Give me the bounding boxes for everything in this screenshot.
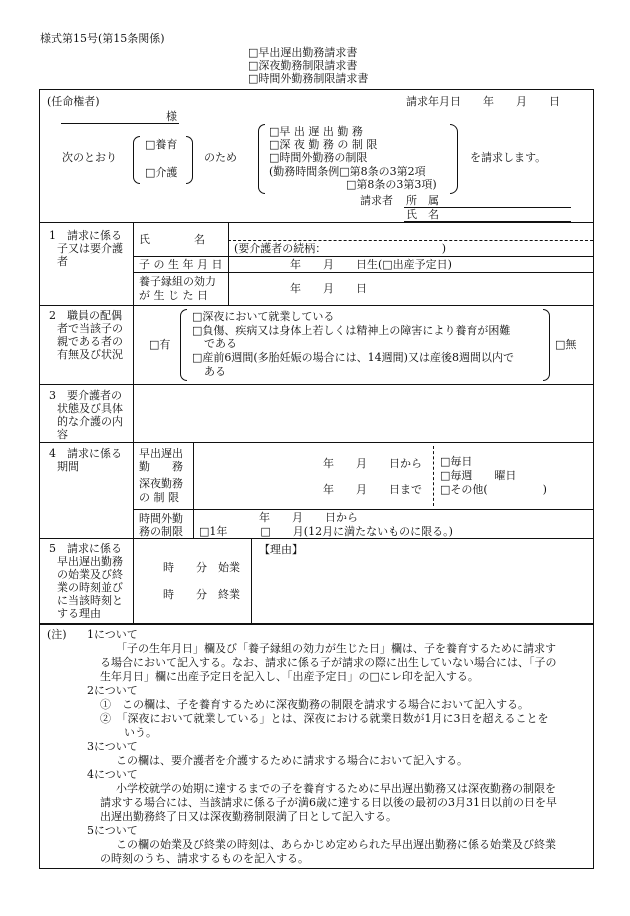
cond-birth-checkbox[interactable]: □産前6週間(多胎妊娠の場合には、14週間)又は産後8週間以内で — [192, 351, 514, 364]
cond-illness-checkbox[interactable]: □負傷、疾病又は身体上若しくは精神上の障害により養育が困難 — [192, 324, 511, 337]
freq-daily-checkbox[interactable]: □毎日 — [440, 455, 473, 468]
overtime-label-1: 時間外勤 — [139, 512, 183, 525]
overtime-from[interactable]: 年 月 日から — [259, 511, 358, 524]
note4-line: 請求する場合には、当該請求に係る子が満6歳に達する日以後の最初の3月31日以前の日を早 — [100, 796, 557, 809]
sama-label: 様 — [166, 110, 177, 123]
child-name-label: 氏 名 — [139, 233, 205, 246]
sec2-label-1: 2 職員の配偶 — [49, 309, 122, 322]
option-nursing[interactable]: □介護 — [145, 166, 178, 179]
affiliation-label: 所 属 — [406, 194, 439, 207]
night-label-1: 深夜勤務 — [139, 477, 183, 490]
note4-title: 4について — [87, 768, 138, 781]
end-time[interactable]: 時 分 終業 — [163, 588, 240, 601]
freq-other-checkbox[interactable]: □その他( ) — [440, 483, 547, 496]
form-number: 様式第15号(第15条関係) — [40, 32, 165, 45]
sec2-label-4: 有無及び状況 — [57, 348, 123, 361]
title-overtime: □時間外勤務制限請求書 — [248, 72, 369, 85]
lead-text: 次のとおり — [62, 151, 117, 164]
note4-line: 小学校就学の始期に達するまでの子を養育するために早出遅出勤務又は深夜勤務の制限を — [116, 782, 556, 795]
sec3-label-4: 容 — [57, 428, 68, 441]
note3-line: この欄は、要介護者を介護するために請求する場合において記入する。 — [116, 754, 468, 767]
early-late-label-1: 早出遅出 — [139, 447, 183, 460]
sec3-label-1: 3 要介護者の — [49, 389, 122, 402]
note2-line: ② 「深夜において就業している」とは、深夜における就業日数が1月に3日を超えることを — [100, 712, 549, 725]
name-label: 氏 名 — [406, 208, 439, 221]
option-article-3[interactable]: □第8条の3第3項) — [346, 178, 437, 191]
request-end-text: を請求します。 — [470, 151, 547, 164]
care-content-field[interactable] — [134, 385, 592, 441]
sec1-label-1: 1 請求に係る — [49, 229, 122, 242]
sec5-label-4: 業の時刻並び — [57, 581, 123, 594]
sec3-label-3: 的な介護の内 — [57, 415, 123, 428]
tame-text: のため — [204, 151, 237, 164]
spouse-no-checkbox[interactable]: □無 — [555, 338, 577, 351]
reason-label: 【理由】 — [259, 543, 303, 556]
sec5-label-2: 早出遅出勤務 — [57, 555, 123, 568]
note2-title: 2について — [87, 684, 138, 697]
sec5-label-6: する理由 — [57, 607, 101, 620]
title-early-late: □早出遅出勤務請求書 — [248, 46, 358, 59]
overtime-period[interactable]: □1年 □ 月(12月に満たないものに限る。) — [199, 525, 453, 538]
sec5-label-1: 5 請求に係る — [49, 542, 122, 555]
request-date: 請求年月日 年 月 日 — [406, 95, 560, 108]
early-late-label-2: 勤 務 — [139, 460, 183, 473]
sec5-label-3: の始業及び終 — [57, 568, 123, 581]
note5-line: の時刻のうち、請求するものを記入する。 — [100, 852, 309, 865]
adopt-label-1: 養子縁組の効力 — [139, 275, 216, 288]
adopt-label-2: が 生 じ た 日 — [139, 289, 208, 302]
note4-line: 出遅出勤務終了日又は深夜勤務制限満了日として記入する。 — [100, 810, 397, 823]
title-night: □深夜勤務制限請求書 — [248, 59, 358, 72]
start-time[interactable]: 時 分 始業 — [163, 561, 240, 574]
sec2-label-3: 親である者の — [57, 335, 123, 348]
sec4-label-1: 4 請求に係る — [49, 447, 122, 460]
period-from[interactable]: 年 月 日から — [323, 457, 422, 470]
sec5-label-5: に当該時刻と — [57, 594, 123, 607]
sec3-label-2: 状態及び具体 — [57, 402, 123, 415]
note1-line: 「子の生年月日」欄及び「養子縁組の効力が生じた日」欄は、子を養育するために請求す — [116, 642, 556, 655]
sec1-label-2: 子又は要介護 — [57, 242, 123, 255]
relation-text[interactable]: (要介護者の続柄： ) — [234, 242, 447, 255]
note1-line: る場合において記入する。なお、請求に係る子が請求の際に出生していない場合には、「子の — [100, 656, 557, 669]
option-article-2[interactable]: (勤務時間条例□第8条の3第2項 — [269, 165, 426, 178]
note1-line: 生年月日」欄に出産予定日を記入し、「出産予定日」の□にレ印を記入する。 — [100, 670, 479, 683]
overtime-label-2: 務の制限 — [139, 525, 183, 538]
night-label-2: の 制 限 — [139, 491, 179, 504]
spouse-yes-checkbox[interactable]: □有 — [149, 338, 171, 351]
note1-title: 1について — [87, 628, 138, 641]
option-early-late[interactable]: □早 出 遅 出 勤 務 — [269, 125, 363, 138]
note3-title: 3について — [87, 740, 138, 753]
cond-birth-cont: ある — [204, 365, 226, 378]
freq-weekly-checkbox[interactable]: □毎週 曜日 — [440, 469, 517, 482]
birth-value[interactable]: 年 月 日生(□出産予定日) — [290, 258, 452, 271]
appointer-label: (任命権者) — [47, 95, 100, 108]
option-childcare[interactable]: □養育 — [145, 138, 178, 151]
birth-label: 子 の 生 年 月 日 — [139, 258, 223, 271]
note2-line: ① この欄は、子を養育するために深夜勤務の制限を請求する場合において記入する。 — [100, 698, 529, 711]
option-night[interactable]: □深 夜 勤 務 の 制 限 — [269, 138, 378, 151]
note5-line: この欄の始業及び終業の時刻は、あらかじめ定められた早出遅出勤務に係る始業及び終業 — [116, 838, 556, 851]
sec2-label-2: 者で当該子の — [57, 322, 123, 335]
option-overtime[interactable]: □時間外勤務の制限 — [269, 151, 368, 164]
requester-label: 請求者 — [360, 194, 393, 207]
sec4-label-2: 期間 — [57, 460, 79, 473]
cond-illness-cont: である — [204, 337, 237, 350]
period-until[interactable]: 年 月 日まで — [323, 483, 422, 496]
sec1-label-3: 者 — [57, 255, 68, 268]
notes-lead: (注) — [47, 628, 67, 641]
note2-line: いう。 — [124, 726, 157, 739]
notes-frame — [39, 623, 594, 869]
adopt-value[interactable]: 年 月 日 — [290, 282, 367, 295]
note5-title: 5について — [87, 824, 138, 837]
cond-night-checkbox[interactable]: □深夜において就業している — [192, 310, 335, 323]
